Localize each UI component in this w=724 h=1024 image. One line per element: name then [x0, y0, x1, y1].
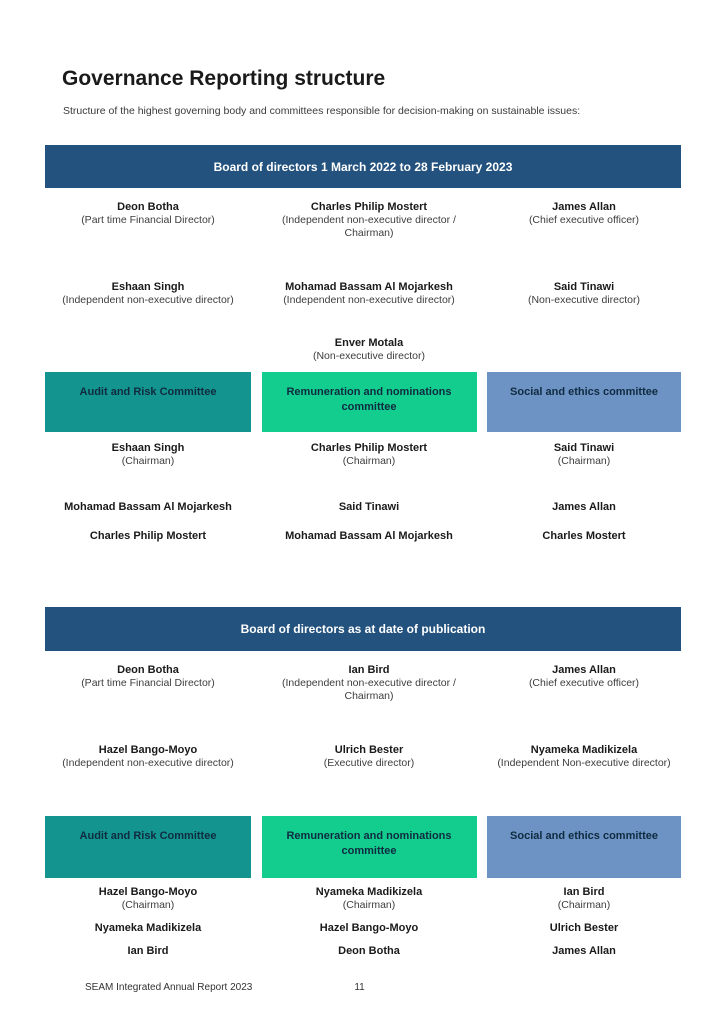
director-card: [262, 281, 477, 307]
chairman-name: Hazel Bango-Moyo: [98, 886, 198, 898]
member-name: Ulrich Bester: [549, 922, 619, 934]
directors-row: [45, 281, 681, 307]
director-card: [487, 201, 681, 240]
director-role: (Executive director): [323, 757, 415, 769]
director-card: [487, 281, 681, 307]
page-subtitle: Structure of the highest governing body and committees responsible for decision-making on sustainable issues:: [63, 105, 581, 117]
committees-row: [45, 372, 681, 543]
committee-social-ethics: [487, 816, 681, 958]
chairman-role: (Chairman): [342, 455, 396, 467]
director-card: [487, 664, 681, 703]
director-name: Mohamad Bassam Al Mojarkesh: [285, 281, 453, 293]
director-role: (Part time Financial Director): [81, 214, 215, 226]
director-name: Deon Botha: [117, 664, 179, 676]
chairman-name: Eshaan Singh: [111, 442, 185, 454]
member-name: Charles Philip Mostert: [89, 530, 207, 542]
member-name: James Allan: [552, 501, 616, 513]
director-role: (Independent non-executive director / Chairman): [282, 677, 456, 702]
committee-title: Remuneration and nominations committee: [286, 386, 452, 413]
committee-remuneration: [262, 372, 477, 543]
director-name: Deon Botha: [117, 201, 179, 213]
director-card: [262, 744, 477, 770]
director-role: (Independent non-executive director): [62, 757, 234, 769]
member-name: Mohamad Bassam Al Mojarkesh: [64, 501, 232, 513]
director-card: [487, 744, 681, 770]
committee-title: Audit and Risk Committee: [79, 830, 217, 842]
director-name: Ian Bird: [348, 664, 390, 676]
board-header-2022-2023: [45, 145, 681, 188]
director-role: (Independent non-executive director): [62, 294, 234, 306]
member-name: Deon Botha: [338, 945, 400, 957]
director-role: (Independent non-executive director): [283, 294, 455, 306]
chairman-card: [45, 886, 251, 912]
member-name: Ian Bird: [127, 945, 169, 957]
chairman-role: (Chairman): [121, 899, 175, 911]
chairman-card: [262, 886, 477, 912]
committee-header: [45, 372, 251, 432]
director-card: [45, 201, 251, 240]
director-role: (Chief executive officer): [528, 677, 640, 689]
director-name: Ulrich Bester: [334, 744, 404, 756]
committee-title: Audit and Risk Committee: [79, 386, 217, 398]
chairman-name: Nyameka Madikizela: [315, 886, 423, 898]
member-name: Hazel Bango-Moyo: [319, 922, 419, 934]
spacer-cell: [45, 337, 251, 363]
chairman-role: (Chairman): [557, 899, 611, 911]
committee-title: Social and ethics committee: [510, 830, 658, 842]
director-name: Enver Motala: [334, 337, 404, 349]
director-role: (Non-executive director): [527, 294, 641, 306]
chairman-name: Charles Philip Mostert: [310, 442, 428, 454]
director-name: Hazel Bango-Moyo: [98, 744, 198, 756]
committee-title: Social and ethics committee: [510, 386, 658, 398]
footer-page-number: 11: [354, 982, 365, 993]
spacer-cell: [487, 337, 681, 363]
director-role: (Chief executive officer): [528, 214, 640, 226]
committees-row: [45, 816, 681, 958]
chairman-card: [45, 442, 251, 468]
director-card: [262, 664, 477, 703]
chairman-role: (Chairman): [121, 455, 175, 467]
member-name: Mohamad Bassam Al Mojarkesh: [285, 530, 453, 542]
director-card: [45, 744, 251, 770]
member-name: Nyameka Madikizela: [94, 922, 202, 934]
committee-header: [487, 816, 681, 878]
committee-remuneration: [262, 816, 477, 958]
director-name: Eshaan Singh: [111, 281, 185, 293]
director-card: [262, 337, 477, 363]
committee-header: [45, 816, 251, 878]
chairman-card: [487, 442, 681, 468]
director-name: James Allan: [552, 664, 616, 676]
director-name: Nyameka Madikizela: [530, 744, 638, 756]
director-card: [45, 664, 251, 703]
director-card: [45, 281, 251, 307]
committee-header: [487, 372, 681, 432]
directors-row: [45, 744, 681, 770]
member-name: James Allan: [552, 945, 616, 957]
directors-row: [45, 664, 681, 703]
committee-header: [262, 816, 477, 878]
member-name: Charles Mostert: [542, 530, 626, 542]
director-role: (Independent non-executive director / Chairman): [282, 214, 456, 239]
director-role: (Independent Non-executive director): [497, 757, 671, 769]
director-role: (Part time Financial Director): [81, 677, 215, 689]
committee-audit-risk: [45, 372, 251, 543]
committee-audit-risk: [45, 816, 251, 958]
board-header-publication: [45, 607, 681, 651]
director-role: (Non-executive director): [312, 350, 426, 362]
committee-social-ethics: [487, 372, 681, 543]
footer-report-title: SEAM Integrated Annual Report 2023: [85, 982, 253, 993]
page-footer: [45, 982, 681, 994]
director-card: [262, 201, 477, 240]
chairman-role: (Chairman): [557, 455, 611, 467]
chairman-card: [487, 886, 681, 912]
directors-row: [45, 337, 681, 363]
page-title: Governance Reporting structure: [62, 67, 386, 90]
member-name: Said Tinawi: [338, 501, 400, 513]
chairman-card: [262, 442, 477, 468]
directors-row: [45, 201, 681, 240]
director-name: Said Tinawi: [553, 281, 615, 293]
chairman-role: (Chairman): [342, 899, 396, 911]
director-name: Charles Philip Mostert: [310, 201, 428, 213]
director-name: James Allan: [552, 201, 616, 213]
committee-title: Remuneration and nominations committee: [286, 830, 452, 857]
chairman-name: Ian Bird: [563, 886, 605, 898]
board-header-label: Board of directors as at date of publication: [240, 622, 486, 636]
chairman-name: Said Tinawi: [553, 442, 615, 454]
committee-header: [262, 372, 477, 432]
board-header-label: Board of directors 1 March 2022 to 28 February 2023: [213, 159, 513, 174]
